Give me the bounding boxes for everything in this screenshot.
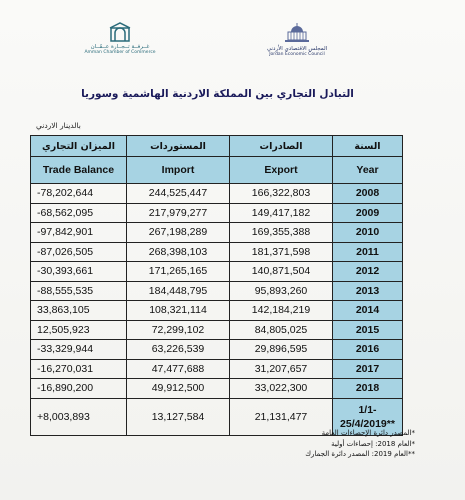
year-cell: 2018 <box>333 379 403 399</box>
building-emblem-icon <box>282 22 312 44</box>
import-cell: 47,477,688 <box>127 359 230 379</box>
year-cell: 2017 <box>333 359 403 379</box>
export-cell: 166,322,803 <box>230 184 333 204</box>
import-cell: 184,448,795 <box>127 281 230 301</box>
balance-cell: -78,202,644 <box>31 184 127 204</box>
import-cell: 244,525,447 <box>127 184 230 204</box>
import-cell: 267,198,289 <box>127 223 230 243</box>
table-row <box>31 242 403 262</box>
source-notes <box>305 428 415 460</box>
header-row-arabic <box>31 136 403 157</box>
balance-cell: -68,562,095 <box>31 203 127 223</box>
import-cell: 13,127,584 <box>127 398 230 435</box>
page-title: التبادل التجاري بين المملكة الاردنية الهاشمية وسوريا <box>81 88 354 100</box>
header-export-en: Export <box>230 157 333 184</box>
import-cell: 268,398,103 <box>127 242 230 262</box>
year-cell: 2009 <box>333 203 403 223</box>
year-cell: 2014 <box>333 301 403 321</box>
import-cell: 108,321,114 <box>127 301 230 321</box>
table-row <box>31 301 403 321</box>
table-row <box>31 379 403 399</box>
export-cell: 169,355,388 <box>230 223 333 243</box>
balance-cell: -97,842,901 <box>31 223 127 243</box>
table-row <box>31 281 403 301</box>
import-cell: 63,226,539 <box>127 340 230 360</box>
header-balance-ar: الميزان التجاري <box>31 136 127 157</box>
balance-cell: -16,270,031 <box>31 359 127 379</box>
table-row <box>31 184 403 204</box>
balance-cell: -33,329,944 <box>31 340 127 360</box>
header-year-en: Year <box>333 157 403 184</box>
currency-note: بالدينار الاردني <box>36 121 81 130</box>
table-row <box>31 262 403 282</box>
economic-council-logo <box>262 22 332 62</box>
chamber-emblem-icon <box>109 22 131 42</box>
import-cell: 217,979,277 <box>127 203 230 223</box>
export-cell: 142,184,219 <box>230 301 333 321</box>
header-import-ar: المستوردات <box>127 136 230 157</box>
import-cell: 171,265,165 <box>127 262 230 282</box>
table-row <box>31 320 403 340</box>
export-cell: 31,207,657 <box>230 359 333 379</box>
export-cell: 149,417,182 <box>230 203 333 223</box>
import-cell: 49,912,500 <box>127 379 230 399</box>
export-cell: 33,022,300 <box>230 379 333 399</box>
right-logo-english: Jordan Economic Council <box>269 52 325 57</box>
export-cell: 95,893,260 <box>230 281 333 301</box>
table-row <box>31 223 403 243</box>
amman-chamber-logo <box>85 22 155 62</box>
import-cell: 72,299,102 <box>127 320 230 340</box>
source-note: *العام 2018: إحصاءات أولية <box>331 439 415 448</box>
year-cell: 2015 <box>333 320 403 340</box>
balance-cell: -87,026,505 <box>31 242 127 262</box>
year-cell: 2012 <box>333 262 403 282</box>
export-cell: 21,131,477 <box>230 398 333 435</box>
balance-cell: 33,863,105 <box>31 301 127 321</box>
year-cell: 2011 <box>333 242 403 262</box>
year-cell: 2010 <box>333 223 403 243</box>
table-row <box>31 340 403 360</box>
export-cell: 140,871,504 <box>230 262 333 282</box>
year-cell: 2008 <box>333 184 403 204</box>
left-logo-english: Amman Chamber of Commerce <box>84 50 156 55</box>
table-row <box>31 359 403 379</box>
year-cell: 1/1- 25/4/2019** <box>333 398 403 435</box>
balance-cell: 12,505,923 <box>31 320 127 340</box>
header-import-en: Import <box>127 157 230 184</box>
source-note: **العام 2019: المصدر دائرة الجمارك <box>305 450 415 458</box>
header-row-english <box>31 157 403 184</box>
table-row <box>31 203 403 223</box>
balance-cell: +8,003,893 <box>31 398 127 435</box>
left-logo-arabic: غــرفــة تــجــارة عــمّــان <box>90 44 150 50</box>
trade-table <box>30 135 403 436</box>
balance-cell: -88,555,535 <box>31 281 127 301</box>
header-year-ar: السنة <box>333 136 403 157</box>
export-cell: 181,371,598 <box>230 242 333 262</box>
header-export-ar: الصادرات <box>230 136 333 157</box>
balance-cell: -30,393,661 <box>31 262 127 282</box>
right-logo-arabic: المجلس الاقتصادي الأردني <box>266 46 328 52</box>
year-cell: 2016 <box>333 340 403 360</box>
export-cell: 29,896,595 <box>230 340 333 360</box>
header-balance-en: Trade Balance <box>31 157 127 184</box>
source-note: *المصدر دائرة الإحصاءات العامة <box>321 429 415 437</box>
export-cell: 84,805,025 <box>230 320 333 340</box>
year-cell: 2013 <box>333 281 403 301</box>
balance-cell: -16,890,200 <box>31 379 127 399</box>
